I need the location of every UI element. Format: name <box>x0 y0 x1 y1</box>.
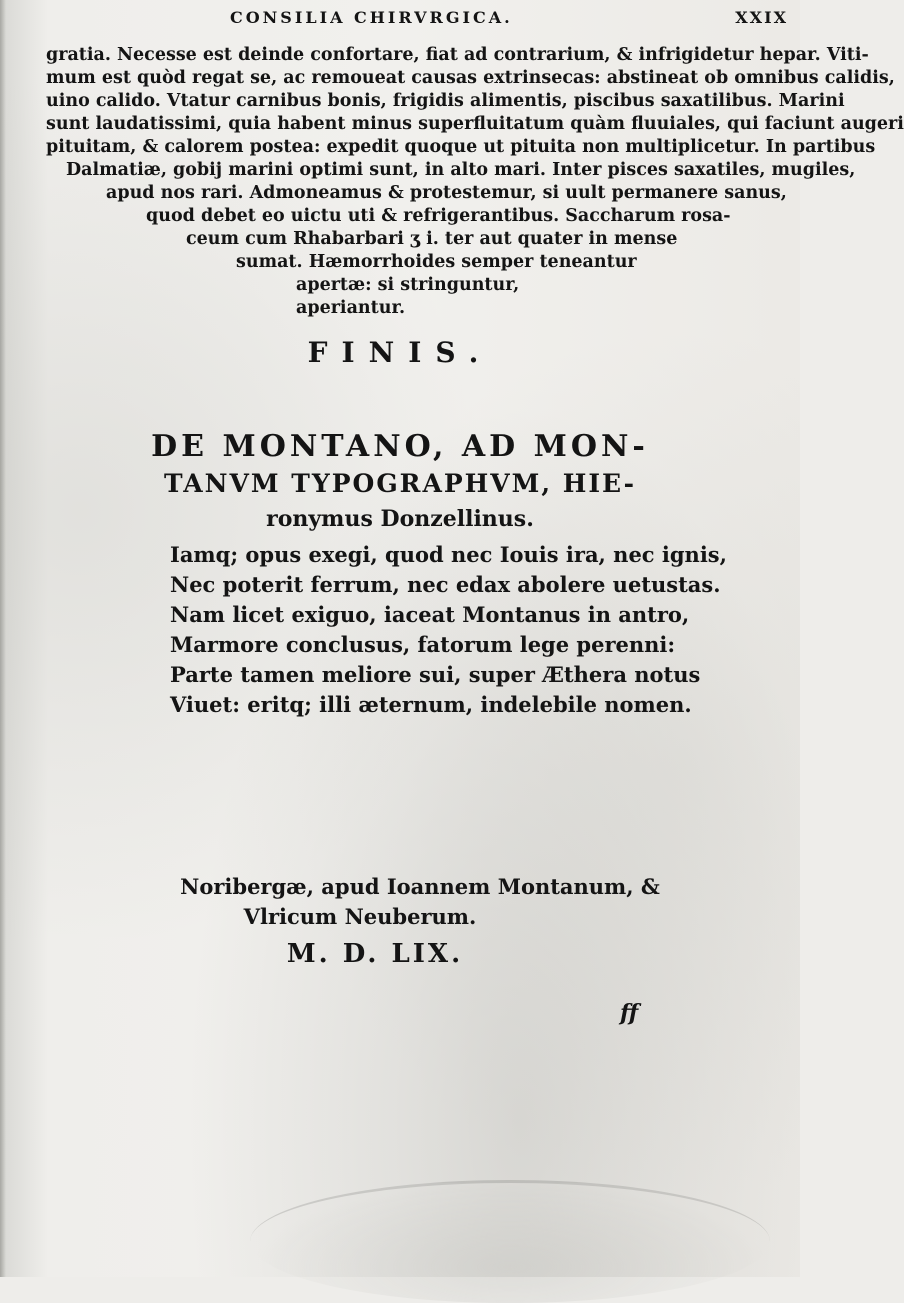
heading-line-1: DE MONTANO, AD MON- <box>151 429 649 464</box>
signature-mark: ff <box>620 1000 639 1026</box>
dedication-heading <box>0 428 800 536</box>
imprint-line-2: Vlricum Neuberum. <box>243 904 477 929</box>
poem-verse: Viuet: eritq; illi æternum, indelebile nomen. <box>170 692 692 717</box>
poem-verse: Nam licet exiguo, iaceat Montanus in antro, <box>170 602 690 627</box>
running-title: CONSILIA CHIRVRGICA. <box>230 8 513 27</box>
body-line: sunt laudatissimi, quia habent minus superfluitatum quàm fluuiales, qui faciunt augeri <box>46 114 904 134</box>
heading-line-3: ronymus Donzellinus. <box>266 506 534 532</box>
body-text <box>40 44 904 320</box>
water-stain <box>250 1180 770 1303</box>
imprint-line-1: Noribergæ, apud Ioannem Montanum, & <box>180 874 660 899</box>
body-line: quod debet eo uictu uti & refrigerantibus. Saccharum rosa- <box>146 206 731 226</box>
poem-verse: Nec poterit ferrum, nec edax abolere uetustas. <box>170 572 721 597</box>
folio-number: XXIX <box>735 8 788 27</box>
finis-heading: FINIS. <box>307 336 493 369</box>
body-line: apud nos rari. Admoneamus & protestemur, si uult permanere sanus, <box>106 183 787 203</box>
body-line: uino calido. Vtatur carnibus bonis, frigidis alimentis, piscibus saxatilibus. Marini <box>46 91 845 111</box>
body-line: sumat. Hæmorrhoides semper teneantur <box>236 252 637 272</box>
body-line: apertæ: si stringuntur, <box>296 275 520 295</box>
poem <box>170 540 770 720</box>
heading-line-2: TANVM TYPOGRAPHVM, HIE- <box>164 469 636 498</box>
poem-verse: Parte tamen meliore sui, super Æthera notus <box>170 662 701 687</box>
binding-shadow <box>0 0 6 1277</box>
page-header <box>0 8 800 38</box>
body-line: Dalmatiæ, gobij marini optimi sunt, in alto mari. Inter pisces saxatiles, mugiles, <box>66 160 856 180</box>
body-line: aperiantur. <box>296 298 406 318</box>
body-line: ceum cum Rhabarbari ʒ i. ter aut quater in mense <box>186 229 678 249</box>
body-line: pituitam, & calorem postea: expedit quoque ut pituita non multiplicetur. In partibus <box>46 137 876 157</box>
imprint-date: M. D. LIX. <box>286 939 464 969</box>
body-line: gratia. Necesse est deinde confortare, fiat ad contrarium, & infrigidetur hepar. Viti- <box>46 45 869 65</box>
poem-verse: Iamq; opus exegi, quod nec Iouis ira, nec ignis, <box>170 542 727 567</box>
poem-verse: Marmore conclusus, fatorum lege perenni: <box>170 632 676 657</box>
colophon-imprint <box>0 872 800 976</box>
body-line: mum est quòd regat se, ac remoueat causas extrinsecas: abstineat ob omnibus calidis, <box>46 68 895 88</box>
